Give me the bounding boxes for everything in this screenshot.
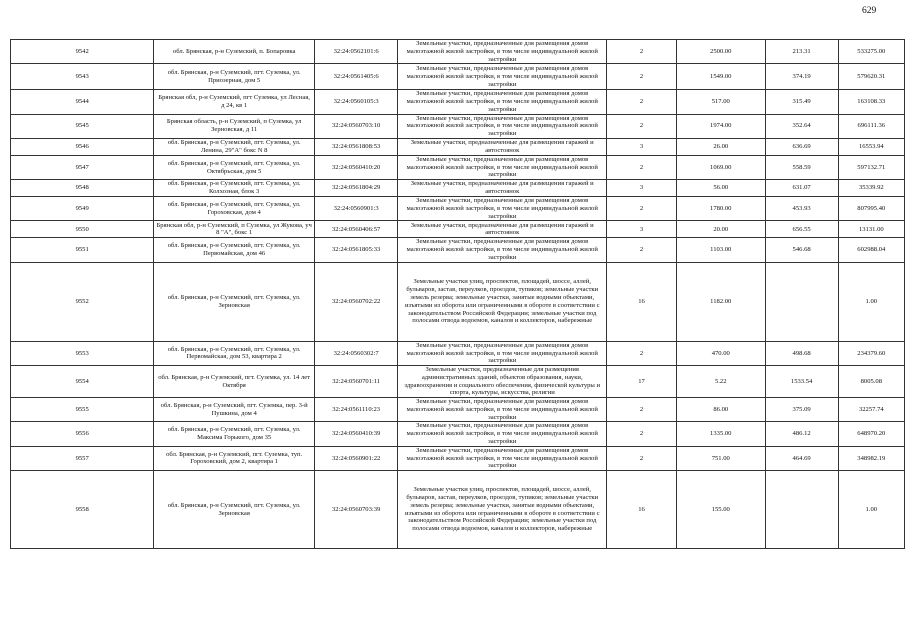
cadastral-number-cell: 32:24:0562101:6	[314, 40, 397, 64]
cadastral-number-cell: 32:24:0560703:39	[314, 471, 397, 549]
area-cell: 1182.00	[676, 262, 765, 341]
table-row	[11, 262, 905, 341]
cadastral-number-cell: 32:24:0560410:39	[314, 422, 397, 446]
area-cell: 26.00	[676, 138, 765, 155]
cadastral-number-cell: 32:24:0560703:10	[314, 114, 397, 138]
specific-value-cell	[765, 262, 838, 341]
specific-value-cell: 486.12	[765, 422, 838, 446]
cadastral-value-cell: 533275.00	[838, 40, 904, 64]
cadastral-number-cell: 32:24:0561805:33	[314, 238, 397, 262]
cadastral-value-cell: 579620.31	[838, 64, 904, 90]
group-cell: 2	[607, 155, 677, 179]
cadastral-value-cell: 35339.92	[838, 180, 904, 197]
land-use-cell: Земельные участки, предназначенные для размещения домов малоэтажной жилой застройки, в том числе индивидуальной жилой застройки	[398, 341, 607, 365]
cadastral-number-cell: 32:24:0561804:29	[314, 180, 397, 197]
address-cell: обл. Брянская, р-н Суземский, пгт. Суземка, ул. Максима Горького, дом 35	[154, 422, 315, 446]
area-cell: 56.00	[676, 180, 765, 197]
land-use-cell: Земельные участки, предназначенные для размещения домов малоэтажной жилой застройки, в том числе индивидуальной жилой застройки	[398, 155, 607, 179]
group-cell: 2	[607, 40, 677, 64]
land-use-cell: Земельные участки, предназначенные для размещения домов малоэтажной жилой застройки, в том числе индивидуальной жилой застройки	[398, 64, 607, 90]
address-cell: обл. Брянская, р-н Суземский, пгт. Суземка, ул. Гороховская, дом 4	[154, 197, 315, 221]
group-cell: 2	[607, 398, 677, 422]
area-cell: 1974.00	[676, 114, 765, 138]
row-number-cell: 9556	[11, 422, 154, 446]
land-use-cell: Земельные участки, предназначенные для размещения гаражей и автостоянок	[398, 180, 607, 197]
table-row	[11, 398, 905, 422]
cadastral-number-cell: 32:24:0561405:6	[314, 64, 397, 90]
area-cell: 2500.00	[676, 40, 765, 64]
row-number-cell: 9550	[11, 221, 154, 238]
row-number-cell: 9554	[11, 366, 154, 398]
area-cell: 1780.00	[676, 197, 765, 221]
address-cell: Брянская область, р-н Суземский, п Суземка, ул Зерновская, д 11	[154, 114, 315, 138]
cadastral-number-cell: 32:24:0561110:23	[314, 398, 397, 422]
address-cell: обл. Брянская, р-н Суземский, пгт. Суземка, ул. Октябрьская, дом 5	[154, 155, 315, 179]
table-row	[11, 471, 905, 549]
address-cell: обл. Брянская, р-н Суземский, пгт. Суземка, ул. Колхозная, блок 3	[154, 180, 315, 197]
cadastral-number-cell: 32:24:0560901:22	[314, 446, 397, 470]
address-cell: обл. Брянская, р-н Суземский, пгт. Суземка, ул. 14 лет Октября	[154, 366, 315, 398]
land-use-cell: Земельные участки, предназначенные для размещения гаражей и автостоянок	[398, 138, 607, 155]
land-use-cell: Земельные участки, предназначенные для размещения домов малоэтажной жилой застройки, в том числе индивидуальной жилой застройки	[398, 197, 607, 221]
specific-value-cell: 374.19	[765, 64, 838, 90]
cadastral-value-cell: 807995.40	[838, 197, 904, 221]
area-cell: 1103.00	[676, 238, 765, 262]
table-row	[11, 197, 905, 221]
land-use-cell: Земельные участки, предназначенные для размещения домов малоэтажной жилой застройки, в том числе индивидуальной жилой застройки	[398, 422, 607, 446]
cadastral-value-cell: 234379.60	[838, 341, 904, 365]
address-cell: обл. Брянская, р-н Суземский, пгт. Суземка, туп. Гороховский, дом 2, квартира 1	[154, 446, 315, 470]
cadastral-number-cell: 32:24:0560901:3	[314, 197, 397, 221]
land-use-cell: Земельные участки, предназначенные для размещения домов малоэтажной жилой застройки, в том числе индивидуальной жилой застройки	[398, 114, 607, 138]
row-number-cell: 9552	[11, 262, 154, 341]
cadastral-value-cell: 1.00	[838, 262, 904, 341]
address-cell: обл. Брянская, р-н Суземский, пгт. Суземка, ул. Первомайская, дом 53, квартира 2	[154, 341, 315, 365]
page-number: 629	[862, 6, 877, 16]
group-cell: 17	[607, 366, 677, 398]
specific-value-cell: 546.68	[765, 238, 838, 262]
table-row	[11, 221, 905, 238]
group-cell: 3	[607, 138, 677, 155]
area-cell: 517.00	[676, 90, 765, 114]
land-use-cell: Земельные участки, предназначенные для размещения гаражей и автостоянок	[398, 221, 607, 238]
cadastral-value-cell: 8005.08	[838, 366, 904, 398]
address-cell: обл. Брянская, р-н Суземский, пгт. Суземка, ул. Приозерная, дом 5	[154, 64, 315, 90]
cadastral-value-cell: 16553.94	[838, 138, 904, 155]
cadastral-number-cell: 32:24:0560702:22	[314, 262, 397, 341]
table-row	[11, 238, 905, 262]
table-row	[11, 341, 905, 365]
table-row	[11, 90, 905, 114]
specific-value-cell: 498.68	[765, 341, 838, 365]
area-cell: 470.00	[676, 341, 765, 365]
group-cell: 2	[607, 422, 677, 446]
cadastral-number-cell: 32:24:0560302:7	[314, 341, 397, 365]
row-number-cell: 9542	[11, 40, 154, 64]
specific-value-cell: 464.69	[765, 446, 838, 470]
cadastral-number-cell: 32:24:0560406:57	[314, 221, 397, 238]
table-row	[11, 138, 905, 155]
row-number-cell: 9558	[11, 471, 154, 549]
group-cell: 2	[607, 238, 677, 262]
area-cell: 20.00	[676, 221, 765, 238]
cadastral-value-cell: 348982.19	[838, 446, 904, 470]
table-row	[11, 446, 905, 470]
area-cell: 1069.00	[676, 155, 765, 179]
area-cell: 86.00	[676, 398, 765, 422]
group-cell: 3	[607, 221, 677, 238]
area-cell: 155.00	[676, 471, 765, 549]
cadastral-value-cell: 602988.04	[838, 238, 904, 262]
cadastral-value-table	[10, 39, 905, 549]
cadastral-number-cell: 32:24:0560410:20	[314, 155, 397, 179]
row-number-cell: 9545	[11, 114, 154, 138]
cadastral-value-cell: 13131.00	[838, 221, 904, 238]
address-cell: обл. Брянская, р-н Суземский, пгт. Суземка, ул. Зерновская	[154, 262, 315, 341]
group-cell: 2	[607, 90, 677, 114]
group-cell: 2	[607, 446, 677, 470]
land-use-cell: Земельные участки, предназначенные для размещения домов малоэтажной жилой застройки, в том числе индивидуальной жилой застройки	[398, 90, 607, 114]
table-row	[11, 366, 905, 398]
group-cell: 2	[607, 341, 677, 365]
row-number-cell: 9544	[11, 90, 154, 114]
land-use-cell: Земельные участки, предназначенные для размещения административных зданий, объектов образования, науки, здравоохранения и социального обеспечения, физической культуры и спорта, культуры, искусства, религии	[398, 366, 607, 398]
row-number-cell: 9543	[11, 64, 154, 90]
table-row	[11, 40, 905, 64]
row-number-cell: 9557	[11, 446, 154, 470]
address-cell: обл. Брянская, р-н Суземский, пгт. Суземка, ул. Первомайская, дом 46	[154, 238, 315, 262]
cadastral-number-cell: 32:24:0560105:3	[314, 90, 397, 114]
address-cell: обл. Брянская, р-н Суземский, пгт. Суземка, пер. 3-й Пушкина, дом 4	[154, 398, 315, 422]
cadastral-value-cell: 648970.20	[838, 422, 904, 446]
area-cell: 1549.00	[676, 64, 765, 90]
group-cell: 2	[607, 197, 677, 221]
table-row	[11, 422, 905, 446]
row-number-cell: 9547	[11, 155, 154, 179]
row-number-cell: 9548	[11, 180, 154, 197]
row-number-cell: 9553	[11, 341, 154, 365]
land-use-cell: Земельные участки, предназначенные для размещения домов малоэтажной жилой застройки, в том числе индивидуальной жилой застройки	[398, 238, 607, 262]
table-row	[11, 155, 905, 179]
specific-value-cell	[765, 471, 838, 549]
address-cell: обл. Брянская, р-н Суземский, пгт. Суземка, ул. Ленина, 29"А" бокс N 8	[154, 138, 315, 155]
cadastral-number-cell: 32:24:0560701:11	[314, 366, 397, 398]
land-use-cell: Земельные участки улиц, проспектов, площадей, шоссе, аллей, бульваров, застав, переулков, проездов, тупиков; земельные участки земель резерва; земельные участки, занятые водными объектами, изъятыми из оборота или ограниченными в обороте в соответствии с законодательством Российской Федерации; земельные участки под полосами отвода водоемов, каналов и коллекторов, набережные	[398, 471, 607, 549]
cadastral-value-cell: 597132.71	[838, 155, 904, 179]
area-cell: 5.22	[676, 366, 765, 398]
cadastral-value-cell: 32257.74	[838, 398, 904, 422]
cadastral-value-cell: 163108.33	[838, 90, 904, 114]
specific-value-cell: 636.69	[765, 138, 838, 155]
group-cell: 3	[607, 180, 677, 197]
specific-value-cell: 453.93	[765, 197, 838, 221]
specific-value-cell: 352.64	[765, 114, 838, 138]
land-use-cell: Земельные участки, предназначенные для размещения домов малоэтажной жилой застройки, в том числе индивидуальной жилой застройки	[398, 446, 607, 470]
row-number-cell: 9555	[11, 398, 154, 422]
table-row	[11, 114, 905, 138]
specific-value-cell: 315.49	[765, 90, 838, 114]
specific-value-cell: 375.09	[765, 398, 838, 422]
cadastral-number-cell: 32:24:0561808:53	[314, 138, 397, 155]
cadastral-value-cell: 696111.36	[838, 114, 904, 138]
area-cell: 1335.00	[676, 422, 765, 446]
specific-value-cell: 656.55	[765, 221, 838, 238]
specific-value-cell: 558.59	[765, 155, 838, 179]
address-cell: обл. Брянская, р-н Суземский, пгт. Суземка, ул. Зерновская	[154, 471, 315, 549]
group-cell: 2	[607, 64, 677, 90]
land-use-cell: Земельные участки, предназначенные для размещения домов малоэтажной жилой застройки, в том числе индивидуальной жилой застройки	[398, 398, 607, 422]
group-cell: 16	[607, 262, 677, 341]
specific-value-cell: 631.07	[765, 180, 838, 197]
specific-value-cell: 1533.54	[765, 366, 838, 398]
row-number-cell: 9546	[11, 138, 154, 155]
group-cell: 16	[607, 471, 677, 549]
address-cell: Брянская обл, р-н Суземский, пгт Суземка, ул Лесная, д 24, кв 1	[154, 90, 315, 114]
row-number-cell: 9549	[11, 197, 154, 221]
table-body	[11, 40, 905, 549]
cadastral-value-cell: 1.00	[838, 471, 904, 549]
land-use-cell: Земельные участки, предназначенные для размещения домов малоэтажной жилой застройки, в том числе индивидуальной жилой застройки	[398, 40, 607, 64]
address-cell: Брянская обл, р-н Суземский, п Суземка, ул Жукова, уч 8 "А", бокс 1	[154, 221, 315, 238]
table-row	[11, 180, 905, 197]
address-cell: обл. Брянская, р-н Суземский, п. Бопаровка	[154, 40, 315, 64]
specific-value-cell: 213.31	[765, 40, 838, 64]
area-cell: 751.00	[676, 446, 765, 470]
land-use-cell: Земельные участки улиц, проспектов, площадей, шоссе, аллей, бульваров, застав, переулков, проездов, тупиков; земельные участки земель резерва; земельные участки, занятые водными объектами, изъятыми из оборота или ограниченными в обороте в соответствии с законодательством Российской Федерации; земельные участки под полосами отвода водоемов, каналов и коллекторов, набережные	[398, 262, 607, 341]
group-cell: 2	[607, 114, 677, 138]
table-row	[11, 64, 905, 90]
row-number-cell: 9551	[11, 238, 154, 262]
